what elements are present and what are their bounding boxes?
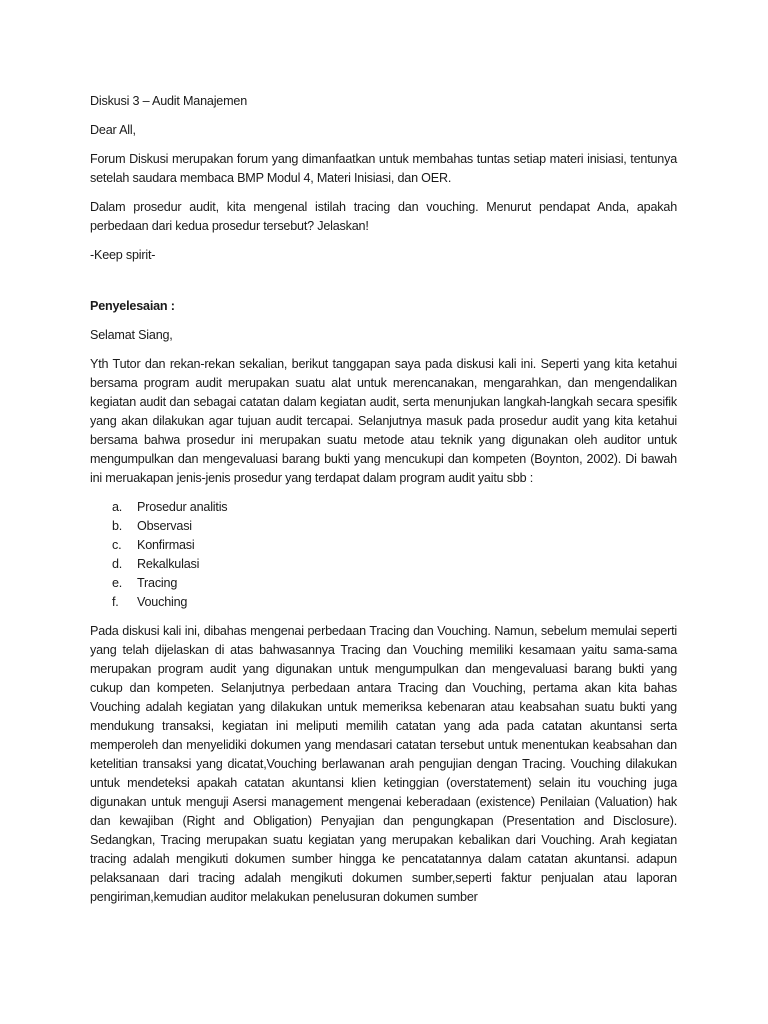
signoff: -Keep spirit- bbox=[90, 248, 156, 262]
list-item bbox=[90, 517, 677, 536]
question-paragraph: Dalam prosedur audit, kita mengenal istilah tracing dan vouching. Menurut pendapat Anda, apakah perbedaan dari kedua prosedur tersebut? Jelaskan! bbox=[90, 200, 677, 233]
list-marker: b. bbox=[112, 519, 123, 533]
list-item-label: Konfirmasi bbox=[137, 538, 195, 552]
greeting: Dear All, bbox=[90, 123, 136, 137]
list-item-label: Observasi bbox=[137, 519, 192, 533]
list-item-label: Rekalkulasi bbox=[137, 557, 200, 571]
list-item bbox=[90, 536, 677, 555]
answer-paragraph-1: Yth Tutor dan rekan-rekan sekalian, berikut tanggapan saya pada diskusi kali ini. Seperti yang kita ketahui bersama program audit merupakan suatu alat untuk merencanakan, mengarahkan, dan mengendalikan kegiatan audit dan sebagai catatan dalam kegiatan audit, serta menunjukan langkah-langkah secara spesifik yang akan dilakukan agar tujuan audit tercapai. Selanjutnya masuk pada prosedur audit yang kita ketahui bersama bahwa prosedur ini merupakan suatu metode atau teknik yang digunakan oleh auditor untuk mengumpulkan dan mengevaluasi barang bukti yang mencukupi dan kompeten (Boynton, 2002). Di bawah ini meruakapan jenis-jenis prosedur yang terdapat dalam program audit yaitu sbb : bbox=[90, 357, 677, 485]
section-spacer bbox=[90, 275, 677, 297]
list-item-label: Tracing bbox=[137, 576, 178, 590]
list-marker: d. bbox=[112, 557, 123, 571]
list-item bbox=[90, 574, 677, 593]
list-item-label: Prosedur analitis bbox=[137, 500, 228, 514]
list-marker: a. bbox=[112, 500, 123, 514]
answer-paragraph-2: Pada diskusi kali ini, dibahas mengenai perbedaan Tracing dan Vouching. Namun, sebelum memulai seperti yang telah dijelaskan di atas bahwasannya Tracing dan Vouching memiliki kesamaan yaitu sama-sama merupakan program audit yang digunakan untuk mengumpulkan dan mengevaluasi barang bukti yang cukup dan kompeten. Selanjutnya perbedaan antara Tracing dan Vouching, pertama akan kita bahas Vouching adalah kegiatan yang dilakukan untuk memeriksa kebenaran atau keabsahan suatu bukti yang mendukung transaksi, kegiatan ini meliputi memilih catatan yang ada pada catatan akuntansi serta memperoleh dan menyelidiki dokumen yang mendasari catatan tersebut untuk menentukan keabsahan dan ketelitian transaksi yang dicatat,Vouching berlawanan arah pengujian dengan Tracing. Vouching dilakukan untuk mendeteksi apakah catatan akuntansi klien ketinggian (overstatement) selain itu vouching juga digunakan untuk menguji Asersi management mengenai keberadaan (existence) Penilaian (Valuation) hak dan kewajiban (Right and Obligation) Penyajian dan pengungkapan (Presentation and Disclosure). Sedangkan, Tracing merupakan suatu kegiatan yang merupakan kebalikan dari Vouching. Arah kegiatan tracing adalah mengikuti dokumen sumber hingga ke pencatatannya dalam catatan akuntansi. adapun pelaksanaan dari tracing adalah mengikuti dokumen sumber,seperti faktur penjualan atau laporan pengiriman,kemudian auditor melakukan penelusuran dokumen sumber bbox=[90, 624, 677, 904]
document-page bbox=[90, 92, 677, 917]
intro-paragraph: Forum Diskusi merupakan forum yang dimanfaatkan untuk membahas tuntas setiap materi inisiasi, tentunya setelah saudara membaca BMP Modul 4, Materi Inisiasi, dan OER. bbox=[90, 152, 677, 185]
list-marker: c. bbox=[112, 538, 122, 552]
list-marker: e. bbox=[112, 576, 123, 590]
list-item bbox=[90, 498, 677, 517]
list-item-label: Vouching bbox=[137, 595, 188, 609]
answer-greeting: Selamat Siang, bbox=[90, 328, 173, 342]
procedure-list bbox=[90, 498, 677, 612]
answer-heading: Penyelesaian : bbox=[90, 299, 175, 313]
list-item bbox=[90, 555, 677, 574]
document-title: Diskusi 3 – Audit Manajemen bbox=[90, 94, 248, 108]
list-item bbox=[90, 593, 677, 612]
list-marker: f. bbox=[112, 595, 119, 609]
